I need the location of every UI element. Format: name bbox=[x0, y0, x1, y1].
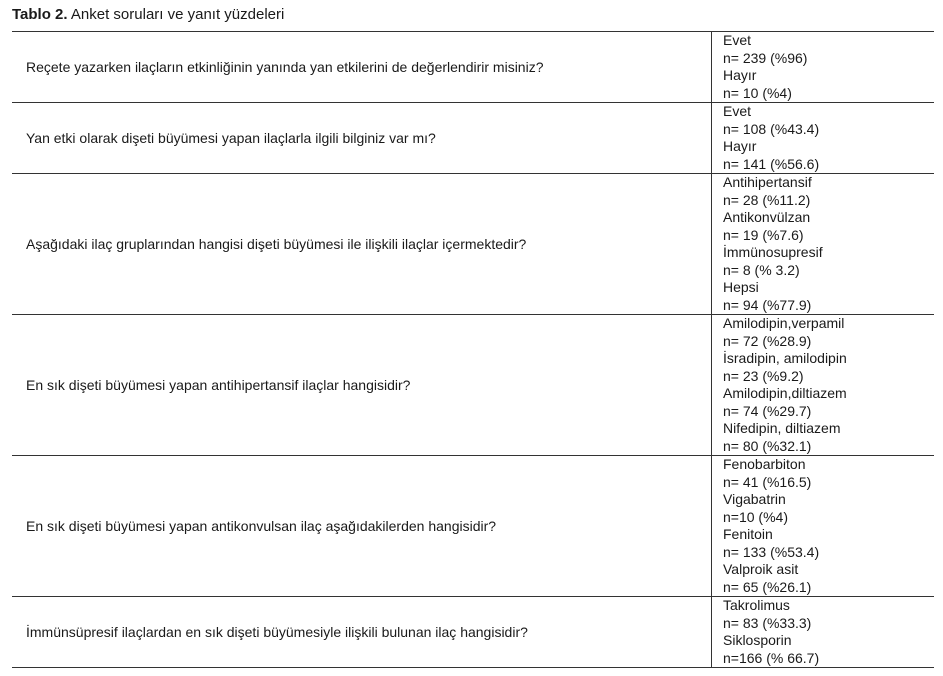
answer-line: Evet bbox=[723, 32, 752, 48]
question-cell: En sık dişeti büyümesi yapan antikonvulsan ilaç aşağıdakilerden hangisidir? bbox=[12, 456, 712, 597]
answer-cell bbox=[712, 597, 935, 668]
answer-line: n= 8 (% 3.2) bbox=[723, 261, 800, 278]
answer-line: Hayır bbox=[723, 138, 757, 154]
answer-line: Fenitoin bbox=[723, 526, 773, 542]
answer-line: Valproik asit bbox=[723, 561, 799, 577]
answer-line: Takrolimus bbox=[723, 597, 790, 613]
answer-line: n=10 (%4) bbox=[723, 508, 788, 525]
answer-line: Antihipertansif bbox=[723, 174, 812, 190]
answer-cell bbox=[712, 32, 935, 103]
table-number: Tablo 2. bbox=[12, 6, 68, 23]
answer-line: Evet bbox=[723, 103, 752, 119]
answer-line: Nifedipin, diltiazem bbox=[723, 420, 841, 436]
table-row bbox=[12, 597, 934, 668]
table-row bbox=[12, 32, 934, 103]
table-row bbox=[12, 315, 934, 456]
answer-cell bbox=[712, 456, 935, 597]
answer-line: Hepsi bbox=[723, 279, 759, 295]
answer-line: Hayır bbox=[723, 67, 757, 83]
answer-line: n= 239 (%96) bbox=[723, 49, 808, 66]
table-row bbox=[12, 103, 934, 174]
question-cell: Aşağıdaki ilaç gruplarından hangisi dişeti büyümesi ile ilişkili ilaçlar içermektedir? bbox=[12, 174, 712, 315]
answer-line: İmmünosupresif bbox=[723, 244, 823, 260]
answer-line: n= 65 (%26.1) bbox=[723, 578, 812, 595]
answer-line: Amilodipin,verpamil bbox=[723, 315, 845, 331]
answer-line: İsradipin, amilodipin bbox=[723, 350, 847, 366]
answer-line: n= 19 (%7.6) bbox=[723, 226, 804, 243]
question-cell: İmmünsüpresif ilaçlardan en sık dişeti büyümesiyle ilişkili bulunan ilaç hangisidir? bbox=[12, 597, 712, 668]
question-cell: En sık dişeti büyümesi yapan antihipertansif ilaçlar hangisidir? bbox=[12, 315, 712, 456]
table-title: Anket soruları ve yanıt yüzdeleri bbox=[70, 6, 285, 23]
answer-cell bbox=[712, 315, 935, 456]
answer-line: n= 72 (%28.9) bbox=[723, 332, 812, 349]
answer-line: n= 80 (%32.1) bbox=[723, 437, 812, 454]
survey-table bbox=[12, 31, 934, 668]
answer-line: n= 74 (%29.7) bbox=[723, 402, 812, 419]
answer-line: n= 83 (%33.3) bbox=[723, 614, 812, 631]
question-cell: Yan etki olarak dişeti büyümesi yapan ilaçlarla ilgili bilginiz var mı? bbox=[12, 103, 712, 174]
table-row bbox=[12, 174, 934, 315]
answer-line: Siklosporin bbox=[723, 632, 792, 648]
answer-line: n= 28 (%11.2) bbox=[723, 191, 811, 208]
answer-line: n= 133 (%53.4) bbox=[723, 543, 820, 560]
answer-line: Vigabatrin bbox=[723, 491, 786, 507]
table-caption bbox=[12, 5, 284, 25]
answer-line: n=166 (% 66.7) bbox=[723, 649, 820, 666]
answer-line: n= 23 (%9.2) bbox=[723, 367, 804, 384]
table-row bbox=[12, 456, 934, 597]
answer-line: Antikonvülzan bbox=[723, 209, 811, 225]
answer-line: Amilodipin,diltiazem bbox=[723, 385, 847, 401]
answer-line: n= 108 (%43.4) bbox=[723, 120, 820, 137]
answer-line: n= 141 (%56.6) bbox=[723, 155, 820, 172]
answer-line: n= 41 (%16.5) bbox=[723, 473, 812, 490]
answer-line: n= 94 (%77.9) bbox=[723, 296, 812, 313]
answer-cell bbox=[712, 103, 935, 174]
answer-cell bbox=[712, 174, 935, 315]
answer-line: n= 10 (%4) bbox=[723, 84, 792, 101]
question-cell: Reçete yazarken ilaçların etkinliğinin yanında yan etkilerini de değerlendirir misiniz? bbox=[12, 32, 712, 103]
answer-line: Fenobarbiton bbox=[723, 456, 806, 472]
